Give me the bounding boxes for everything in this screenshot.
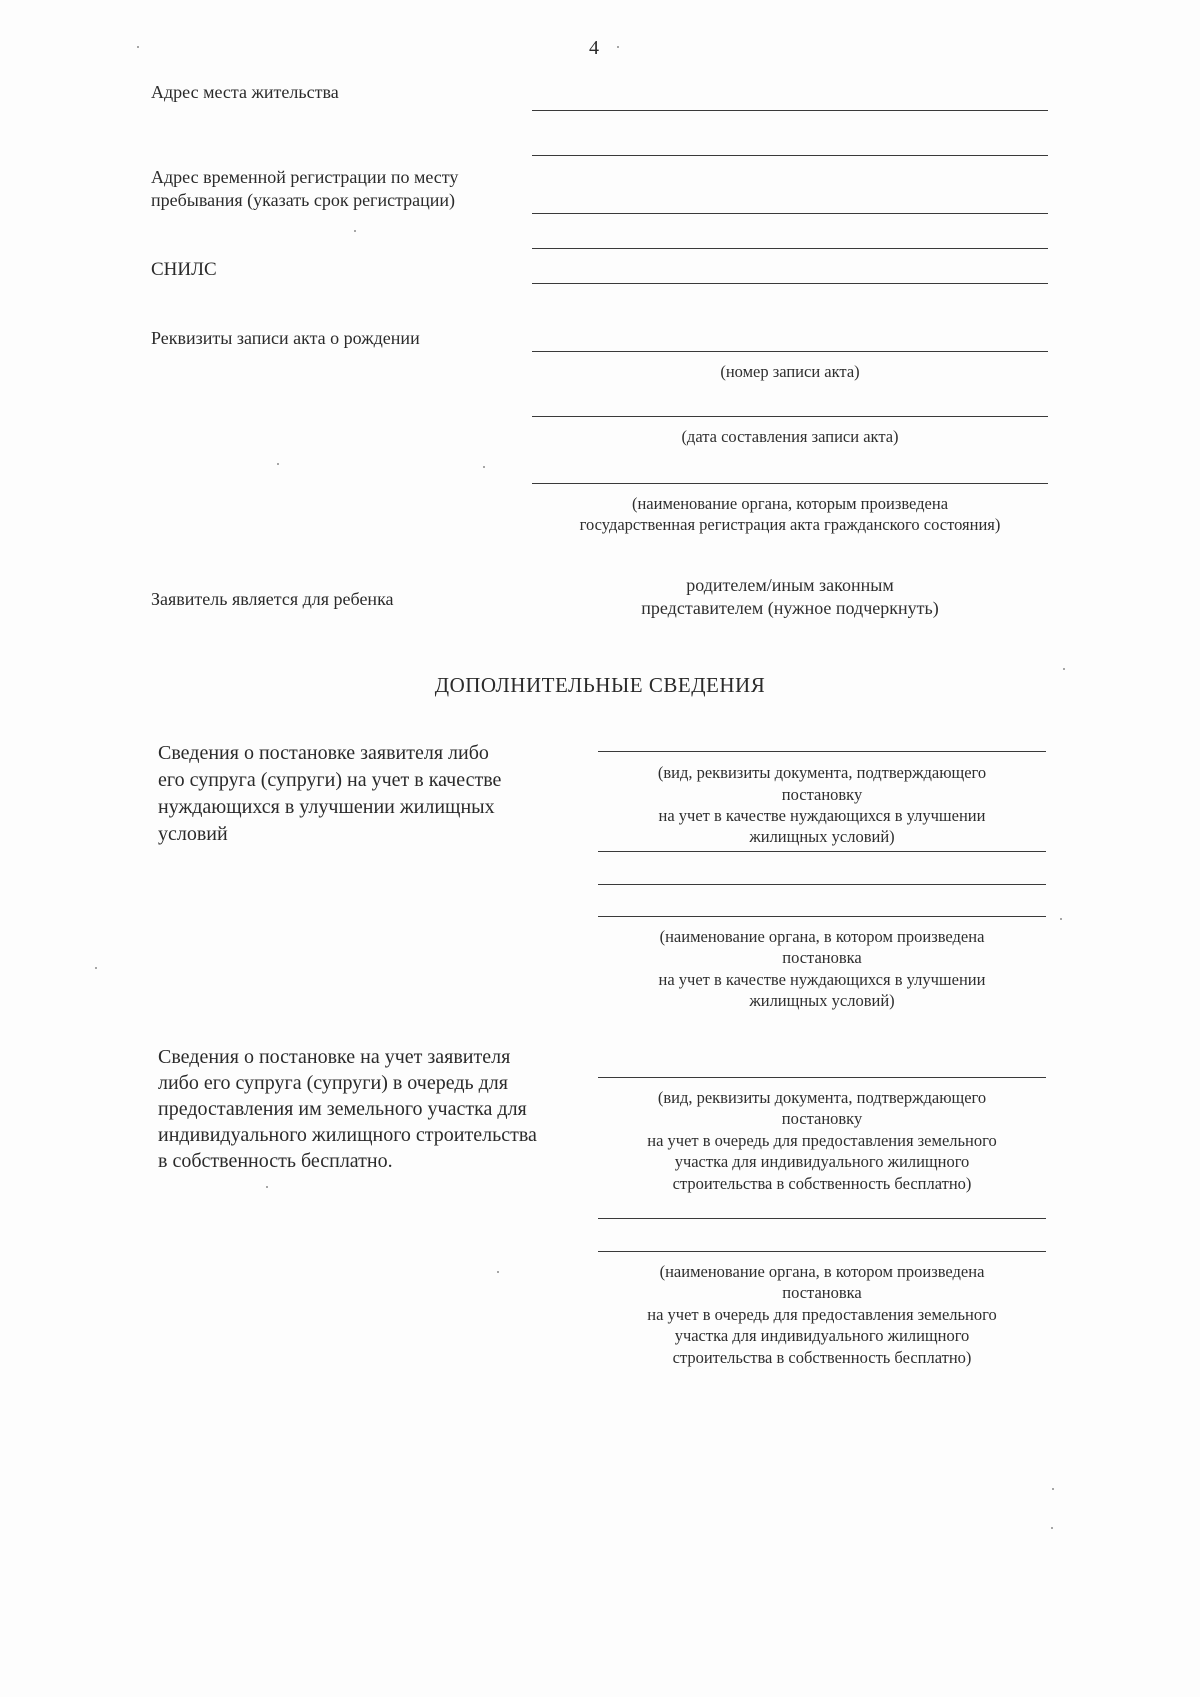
- land-authority-caption-line2: постановка: [782, 1283, 862, 1302]
- land-authority-caption-line1: (наименование органа, в котором произведена: [659, 1262, 985, 1281]
- housing-label-line4: условий: [158, 823, 228, 845]
- housing-doc-line[interactable]: [598, 751, 1046, 752]
- land-extra-line[interactable]: [598, 1218, 1046, 1219]
- housing-authority-caption-line3: на учет в качестве нуждающихся в улучшении: [658, 970, 986, 989]
- temp-registration-line-1[interactable]: [532, 213, 1048, 214]
- temp-registration-label-line2: пребывания (указать срок регистрации): [151, 190, 456, 210]
- applicant-option-line1[interactable]: родителем/иным законным: [686, 575, 894, 595]
- housing-authority-caption-line4: жилищных условий): [749, 991, 895, 1010]
- record-number-line[interactable]: [532, 351, 1048, 352]
- land-authority-line[interactable]: [598, 1251, 1046, 1252]
- scan-speck: [617, 46, 619, 48]
- applicant-label: Заявитель является для ребенка: [151, 589, 394, 609]
- scan-speck: [1063, 668, 1065, 670]
- record-number-caption: (номер записи акта): [720, 362, 860, 381]
- scan-speck: [483, 466, 485, 468]
- registry-authority-caption-line1: (наименование органа, которым произведена: [631, 494, 949, 513]
- housing-doc-caption-line3: на учет в качестве нуждающихся в улучшении: [658, 806, 986, 825]
- scan-speck: [137, 46, 139, 48]
- residence-address-label: Адрес места жительства: [151, 82, 339, 102]
- temp-registration-line-2[interactable]: [532, 248, 1048, 249]
- birth-record-label: Реквизиты записи акта о рождении: [151, 328, 420, 348]
- snils-label: СНИЛС: [151, 259, 217, 280]
- temp-registration-label-line1: Адрес временной регистрации по месту: [151, 167, 459, 187]
- page-number: 4: [589, 37, 599, 59]
- land-doc-caption-line5: строительства в собственность бесплатно): [672, 1174, 972, 1193]
- scan-speck: [95, 967, 97, 969]
- housing-authority-caption-line1: (наименование органа, в котором произведена: [659, 927, 985, 946]
- land-label-line2: либо его супруга (супруги) в очередь для: [158, 1072, 508, 1094]
- housing-doc-caption-line2: постановку: [781, 785, 863, 804]
- applicant-option-line2[interactable]: представителем (нужное подчеркнуть): [641, 598, 939, 618]
- scan-speck: [1051, 1527, 1053, 1529]
- land-doc-caption-line3: на учет в очередь для предоставления земельного: [647, 1131, 997, 1150]
- land-authority-caption-line4: участка для индивидуального жилищного: [674, 1326, 970, 1345]
- housing-extra-line-1[interactable]: [598, 851, 1046, 852]
- residence-address-line-1[interactable]: [532, 110, 1048, 111]
- land-label-line5: в собственность бесплатно.: [158, 1150, 393, 1172]
- land-doc-line[interactable]: [598, 1077, 1046, 1078]
- scan-speck: [266, 1186, 268, 1188]
- housing-extra-line-2[interactable]: [598, 884, 1046, 885]
- land-authority-caption-line3: на учет в очередь для предоставления земельного: [647, 1305, 997, 1324]
- scan-speck: [497, 1271, 499, 1273]
- record-date-line[interactable]: [532, 416, 1048, 417]
- housing-authority-line[interactable]: [598, 916, 1046, 917]
- land-doc-caption-line2: постановку: [781, 1109, 863, 1128]
- housing-doc-caption-line1: (вид, реквизиты документа, подтверждающего: [657, 763, 987, 782]
- land-doc-caption-line1: (вид, реквизиты документа, подтверждающего: [657, 1088, 987, 1107]
- housing-doc-caption-line4: жилищных условий): [749, 827, 895, 846]
- land-label-line1: Сведения о постановке на учет заявителя: [158, 1046, 511, 1068]
- housing-label-line2: его супруга (супруги) на учет в качестве: [158, 769, 502, 791]
- housing-authority-caption-line2: постановка: [782, 948, 862, 967]
- scan-speck: [1060, 918, 1062, 920]
- housing-label-line1: Сведения о постановке заявителя либо: [158, 742, 489, 764]
- additional-info-heading: ДОПОЛНИТЕЛЬНЫЕ СВЕДЕНИЯ: [434, 673, 766, 697]
- scan-speck: [277, 463, 279, 465]
- land-authority-caption-line5: строительства в собственность бесплатно): [672, 1348, 972, 1367]
- land-doc-caption-line4: участка для индивидуального жилищного: [674, 1152, 970, 1171]
- registry-authority-caption-line2: государственная регистрация акта гражданского состояния): [579, 515, 1001, 534]
- registry-authority-line[interactable]: [532, 483, 1048, 484]
- housing-label-line3: нуждающихся в улучшении жилищных: [158, 796, 495, 818]
- residence-address-line-2[interactable]: [532, 155, 1048, 156]
- scan-speck: [354, 230, 356, 232]
- snils-line[interactable]: [532, 283, 1048, 284]
- land-label-line4: индивидуального жилищного строительства: [158, 1124, 537, 1146]
- scan-speck: [1052, 1488, 1054, 1490]
- record-date-caption: (дата составления записи акта): [681, 427, 899, 446]
- land-label-line3: предоставления им земельного участка для: [158, 1098, 527, 1120]
